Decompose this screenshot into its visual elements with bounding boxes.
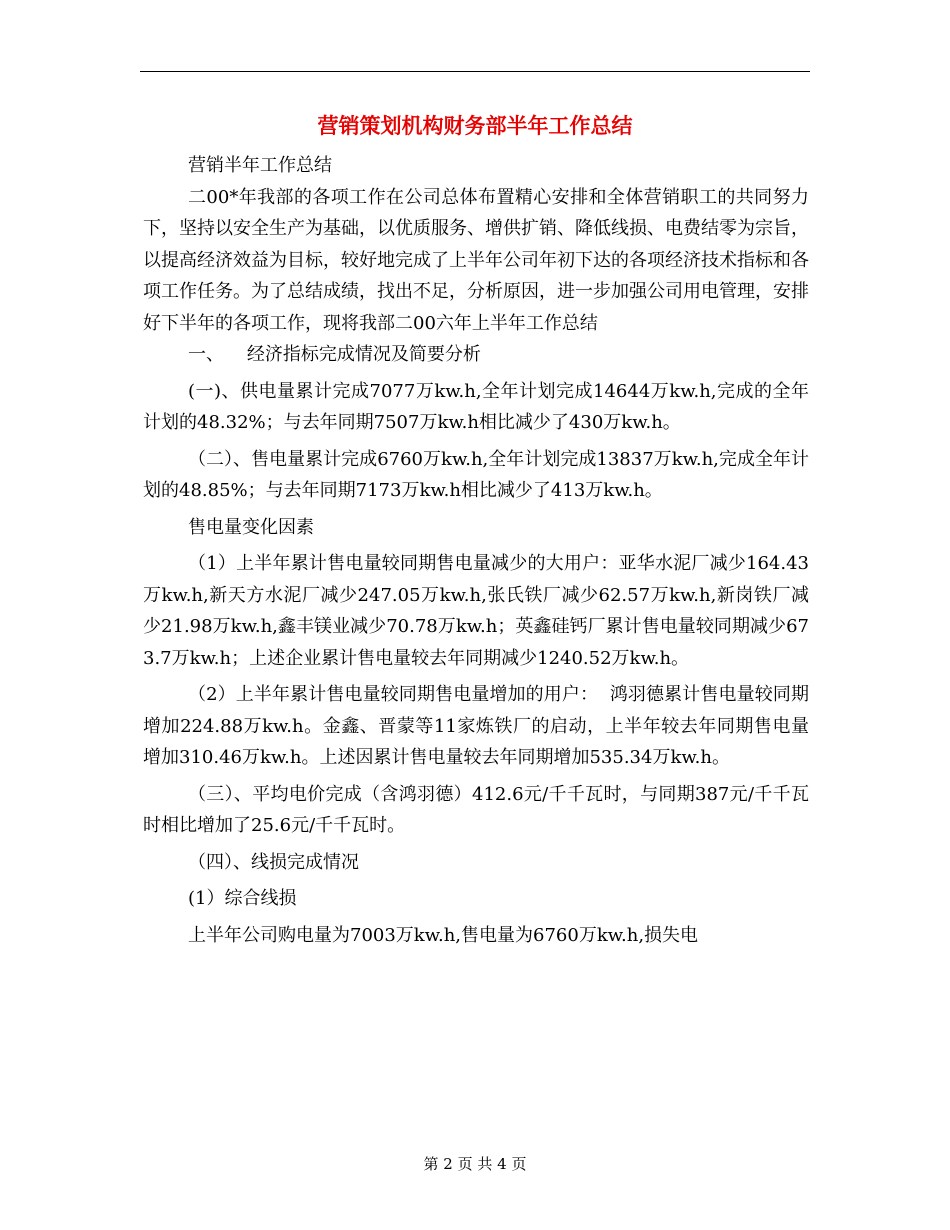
average-price-paragraph: （三）、平均电价完成（含鸿羽德）412.6元/千千瓦时，与同期387元/千千瓦时相比增加了25.6元/千千瓦时。 xyxy=(143,783,809,836)
document-title: 营销策划机构财务部半年工作总结 xyxy=(317,113,633,138)
section-heading: 营销半年工作总结 xyxy=(188,155,332,176)
header-rule xyxy=(140,71,810,72)
intro-paragraph: 二00*年我部的各项工作在公司总体布置精心安排和全体营销职工的共同努力下，坚持以安全生产为基础，以优质服务、增供扩销、降低线损、电费结零为宗旨，以提高经济效益为目标，较好地完成了上半年公司年初下达的各项经济技术指标和各项工作任务。为了总结成绩，找出不足，分析原因，进一步加强公司用电管理，安排好下半年的各项工作，现将我部二00六年上半年工作总结 xyxy=(143,186,809,334)
sales-factors-heading: 售电量变化因素 xyxy=(188,516,314,538)
purchase-sales-paragraph: 上半年公司购电量为7003万kw.h,售电量为6760万kw.h,损失电 xyxy=(188,924,699,946)
section-heading-economic-indicators: 一、 经济指标完成情况及简要分析 xyxy=(188,344,481,365)
sales-increase-paragraph: （2）上半年累计售电量较同期售电量增加的用户： 鸿羽德累计售电量较同期增加224.88万kw.h。金鑫、晋蒙等11家炼铁厂的启动，上半年较去年同期售电量增加310.46万kw.h。上述因累计售电量较去年同期增加535.34万kw.h。 xyxy=(143,684,809,768)
power-supply-paragraph: (一)、供电量累计完成7077万kw.h,全年计划完成14644万kw.h,完成的全年计划的48.32%；与去年同期7507万kw.h相比减少了430万kw.h。 xyxy=(143,380,809,433)
line-loss-heading: （四）、线损完成情况 xyxy=(188,851,359,873)
document-body xyxy=(143,150,809,951)
page-number: 第 2 页 共 4 页 xyxy=(423,1155,527,1173)
comprehensive-line-loss-heading: (1）综合线损 xyxy=(188,888,297,909)
sales-decrease-paragraph: （1）上半年累计售电量较同期售电量减少的大用户：亚华水泥厂减少164.43万kw.h,新天方水泥厂减少247.05万kw.h,张氏铁厂减少62.57万kw.h,新岗铁厂减少21.98万kw.h,鑫丰镁业减少70.78万kw.h；英鑫硅钙厂累计售电量较同期减少673.7万kw.h；上述企业累计售电量较去年同期减少1240.52万kw.h。 xyxy=(143,553,809,669)
power-sales-paragraph: （二）、售电量累计完成6760万kw.h,全年计划完成13837万kw.h,完成全年计划的48.85%；与去年同期7173万kw.h相比减少了413万kw.h。 xyxy=(143,448,809,501)
